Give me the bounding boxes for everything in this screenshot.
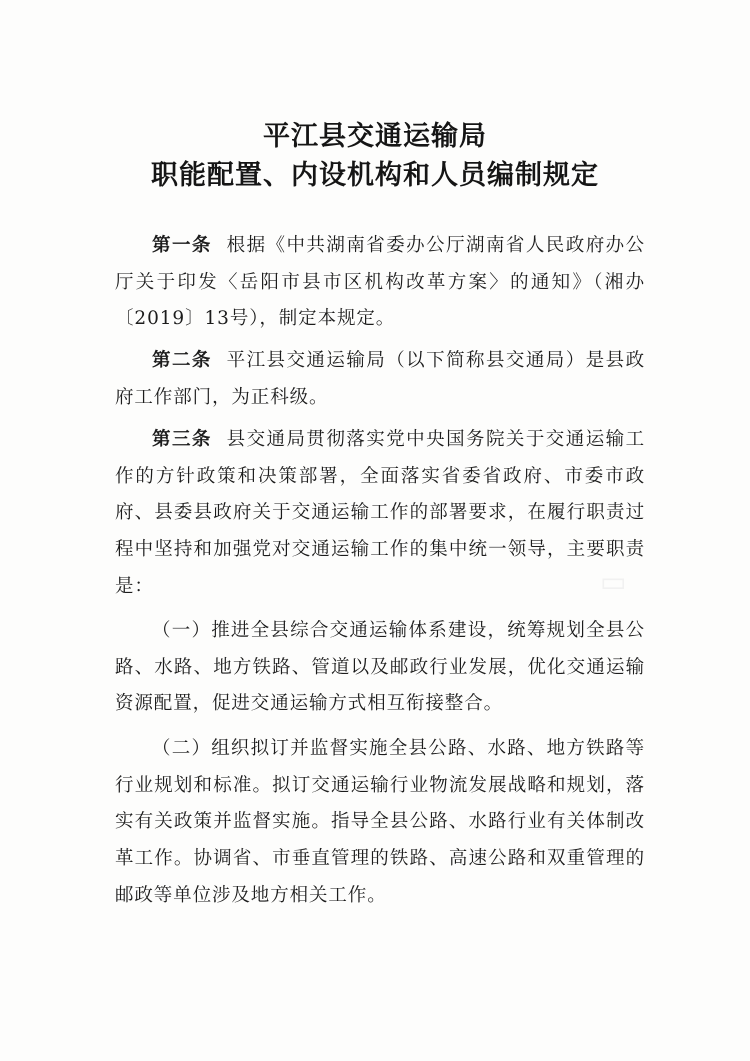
article-2 <box>115 343 645 416</box>
duty-item-1 <box>115 613 645 723</box>
article-1 <box>115 228 645 338</box>
duty-item-2-text: （二）组织拟订并监督实施全县公路、水路、地方铁路等行业规划和标准。拟订交通运输行业物流发展战略和规划，落实有关政策并监督实施。指导全县公路、水路行业有关体制改革工作。协调省、市垂直管理的铁路、高速公路和双重管理的邮政等单位涉及地方相关工作。 <box>115 738 645 906</box>
article-3-label: 第三条 <box>152 429 212 450</box>
article-1-label: 第一条 <box>152 235 212 256</box>
show-through-mark: ▭ <box>600 565 627 598</box>
document-title-line1: 平江县交通运输局 <box>263 121 487 152</box>
article-3 <box>115 422 645 606</box>
article-1-text: 根据《中共湖南省委办公厅湖南省人民政府办公厅关于印发〈岳阳市县市区机构改革方案〉的通知》（湘办〔2019〕13号），制定本规定。 <box>115 235 645 330</box>
duty-item-1-text: （一）推进全县综合交通运输体系建设，统筹规划全县公路、水路、地方铁路、管道以及邮政行业发展，优化交通运输资源配置，促进交通运输方式相互衔接整合。 <box>115 620 645 715</box>
duty-item-2 <box>115 731 645 915</box>
article-2-label: 第二条 <box>152 350 212 371</box>
article-3-text: 县交通局贯彻落实党中央国务院关于交通运输工作的方针政策和决策部署，全面落实省委省政府、市委市政府、县委县政府关于交通运输工作的部署要求，在履行职责过程中坚持和加强党对交通运输工作的集中统一领导，主要职责是： <box>115 429 645 597</box>
article-2-text: 平江县交通运输局（以下简称县交通局）是县政府工作部门，为正科级。 <box>115 350 645 408</box>
document-title-line2: 职能配置、内设机构和人员编制规定 <box>151 160 599 191</box>
